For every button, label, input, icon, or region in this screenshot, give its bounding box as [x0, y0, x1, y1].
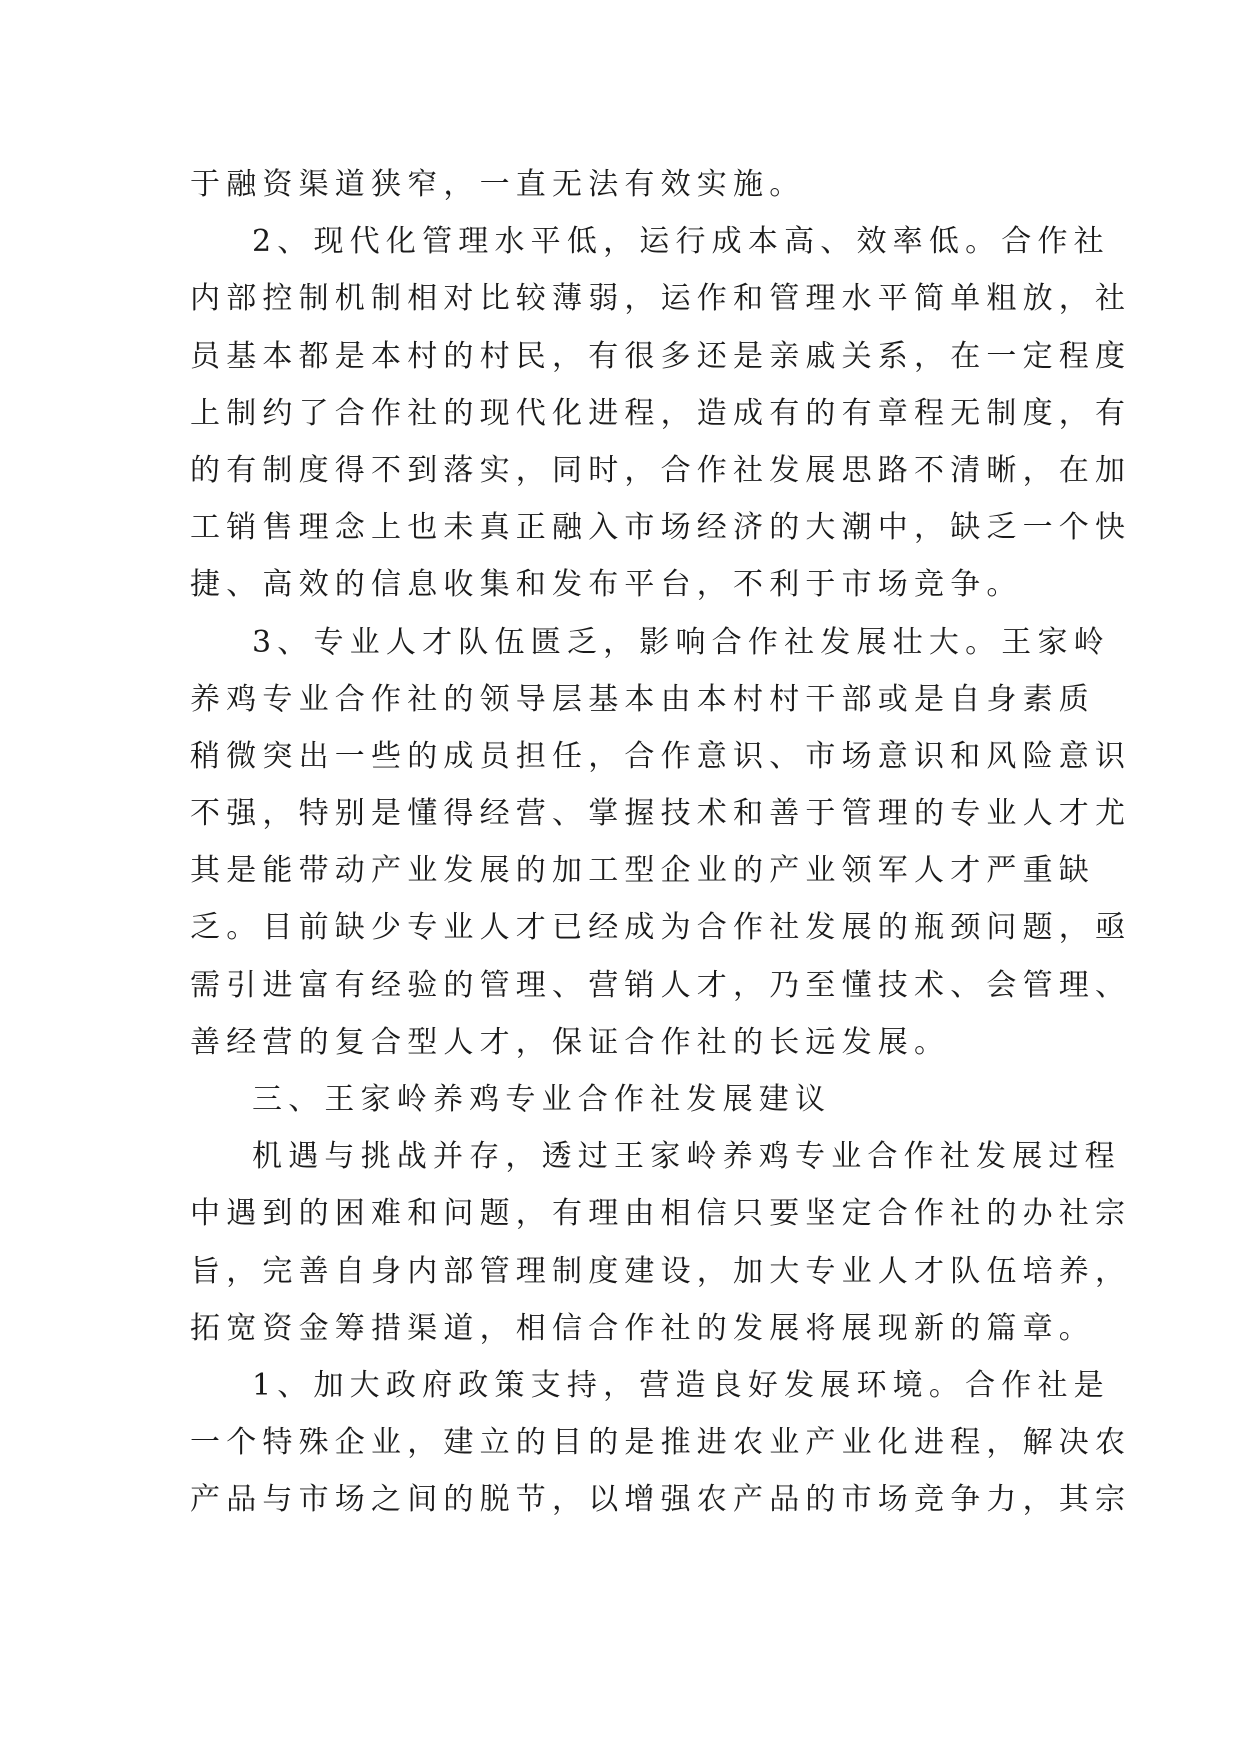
- text-line-22: 1、加大政府政策支持，营造良好发展环境。合作社是: [252, 1367, 1110, 1403]
- text-line-11: 稍微突出一些的成员担任，合作意识、市场意识和风险意识: [190, 738, 1132, 774]
- text-line-1: 于融资渠道狭窄，一直无法有效实施。: [190, 167, 806, 202]
- text-line-14: 乏。目前缺少专业人才已经成为合作社发展的瓶颈问题，亟: [190, 910, 1132, 946]
- text-line-21: 拓宽资金筹措渠道，相信合作社的发展将展现新的篇章。: [190, 1310, 1095, 1346]
- text-line-9: 3、专业人才队伍匮乏，影响合作社发展壮大。王家岭: [252, 624, 1110, 660]
- text-line-2: 2、现代化管理水平低，运行成本高、效率低。合作社: [252, 224, 1110, 260]
- text-line-24: 产品与市场之间的脱节，以增强农产品的市场竞争力，其宗: [190, 1482, 1132, 1518]
- text-line-23: 一个特殊企业，建立的目的是推进农业产业化进程，解决农: [190, 1425, 1132, 1461]
- text-line-4: 员基本都是本村的村民，有很多还是亲戚关系，在一定程度: [190, 338, 1132, 374]
- text-line-18: 机遇与挑战并存，透过王家岭养鸡专业合作社发展过程: [252, 1139, 1121, 1175]
- text-line-15: 需引进富有经验的管理、营销人才，乃至懂技术、会管理、: [190, 967, 1132, 1003]
- text-line-20: 旨，完善自身内部管理制度建设，加大专业人才队伍培养，: [190, 1253, 1132, 1289]
- text-line-3: 内部控制机制相对比较薄弱，运作和管理水平简单粗放，社: [190, 281, 1132, 317]
- text-line-12: 不强，特别是懂得经营、掌握技术和善于管理的专业人才尤: [190, 796, 1132, 832]
- text-line-5: 上制约了合作社的现代化进程，造成有的有章程无制度，有: [190, 395, 1132, 431]
- text-line-7: 工销售理念上也未真正融入市场经济的大潮中，缺乏一个快: [190, 510, 1132, 546]
- text-line-16: 善经营的复合型人才，保证合作社的长远发展。: [190, 1024, 951, 1060]
- document-body: [190, 156, 1132, 1529]
- text-line-8: 捷、高效的信息收集和发布平台，不利于市场竞争。: [190, 567, 1023, 603]
- text-line-10: 养鸡专业合作社的领导层基本由本村村干部或是自身素质: [190, 681, 1095, 717]
- text-line-19: 中遇到的困难和问题，有理由相信只要坚定合作社的办社宗: [190, 1196, 1132, 1232]
- section-heading: 三、王家岭养鸡专业合作社发展建议: [252, 1082, 832, 1117]
- text-line-13: 其是能带动产业发展的加工型企业的产业领军人才严重缺: [190, 853, 1095, 889]
- text-line-6: 的有制度得不到落实，同时，合作社发展思路不清晰，在加: [190, 452, 1132, 488]
